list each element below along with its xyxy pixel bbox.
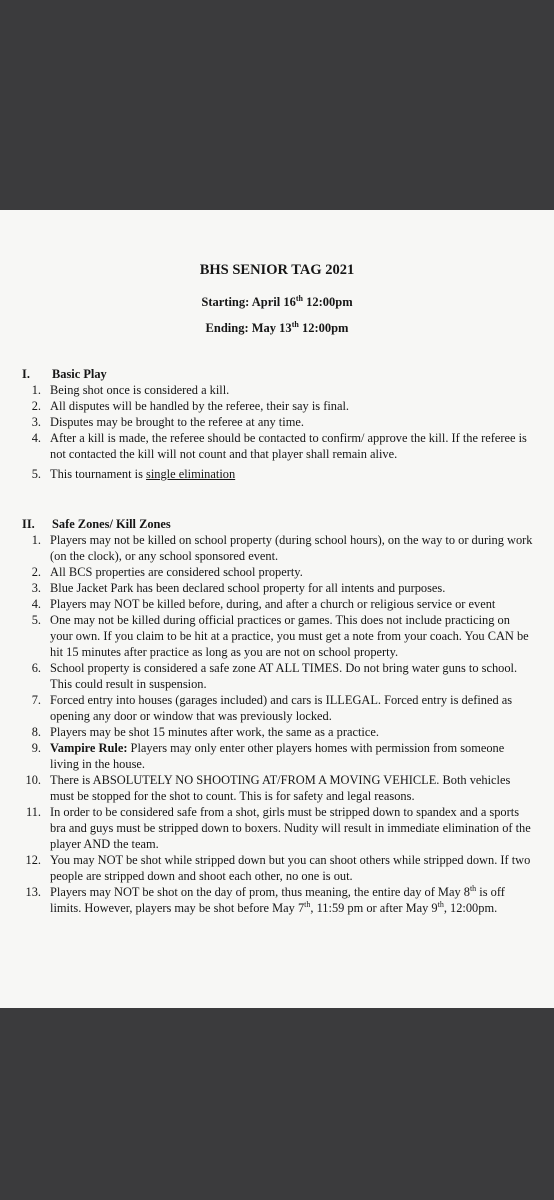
section-number: II. — [22, 517, 35, 531]
list-item — [0, 852, 554, 884]
list-item — [0, 564, 554, 580]
bottom-dark-bar — [0, 1008, 554, 1200]
starting-date: April 16 — [251, 295, 296, 309]
list-item — [0, 596, 554, 612]
ending-line — [0, 315, 554, 341]
list-item — [0, 430, 554, 462]
list-item — [0, 884, 554, 916]
item-text: You may NOT be shot while stripped down but you can shoot others while stripped down. If two people are stripped down and shoot each other, no one is out. — [50, 853, 531, 883]
section-safe-zones — [0, 516, 554, 916]
item-text: After a kill is made, the referee should be contacted to confirm/ approve the kill. If the referee is not contacted the kill will not count and that player shall remain alive. — [50, 431, 527, 461]
item-number: 6. — [31, 661, 41, 675]
item-number: 5. — [31, 467, 41, 481]
item-text-part: , 12:00pm. — [443, 901, 498, 915]
item-number: 9. — [31, 741, 41, 755]
item-text-part: Players may NOT be shot on the day of prom, thus meaning, the entire day of May 8 — [50, 885, 470, 899]
list-item — [0, 532, 554, 564]
starting-label: Starting: — [201, 295, 250, 309]
item-number: 4. — [31, 597, 41, 611]
item-number: 1. — [31, 383, 41, 397]
list-item — [0, 692, 554, 724]
item-number: 1. — [31, 533, 41, 547]
document-title: BHS SENIOR TAG 2021 — [199, 262, 355, 278]
item-text — [50, 466, 534, 482]
ending-date: May 13 — [251, 321, 292, 335]
section-title: Safe Zones/ Kill Zones — [52, 517, 171, 531]
ordinal-suffix: th — [304, 899, 311, 909]
item-number: 5. — [31, 613, 41, 627]
item-text: In order to be considered safe from a shot, girls must be stripped down to spandex and a sports bra and guys must be stripped down to boxers. Nudity will result in immediate elimination of the player AND the team. — [50, 805, 531, 851]
list-item — [0, 660, 554, 692]
item-text-lead: This tournament is — [50, 467, 147, 481]
item-number: 13. — [25, 885, 41, 899]
item-text: Being shot once is considered a kill. — [50, 383, 230, 397]
date-block — [0, 289, 554, 341]
item-number: 2. — [31, 565, 41, 579]
item-text: Players may not be killed on school property (during school hours), on the way to or during work (on the clock), or any school sponsored event. — [50, 533, 533, 563]
ordinal-suffix: th — [469, 883, 477, 893]
starting-line — [0, 289, 554, 315]
ordinal-suffix: th — [437, 899, 444, 909]
item-text-part: is off limits. However, players may be shot before May 7 — [50, 885, 505, 915]
item-number: 7. — [31, 693, 41, 707]
item-text: Players may be shot 15 minutes after work, the same as a practice. — [50, 725, 379, 739]
list-item — [0, 612, 554, 660]
list-item — [0, 772, 554, 804]
list-item — [0, 580, 554, 596]
item-number: 4. — [31, 431, 41, 445]
list-item — [0, 804, 554, 852]
section-heading — [0, 516, 554, 532]
rule-name: Vampire Rule: — [50, 741, 128, 755]
starting-time: 12:00pm — [306, 295, 353, 309]
item-text: Forced entry into houses (garages included) and cars is ILLEGAL. Forced entry is defined as opening any door or window that was previously locked. — [50, 693, 513, 723]
list-item — [0, 724, 554, 740]
item-text: One may not be killed during official practices or games. This does not include practicing on your own. If you claim to be hit at a practice, you must get a note from your coach. You CAN be hit 15 minutes after practice as long as you are not on school property. — [50, 613, 529, 659]
document-page — [0, 210, 554, 1008]
list-item — [0, 740, 554, 772]
item-number: 10. — [25, 773, 41, 787]
item-number: 12. — [25, 853, 41, 867]
item-text: Players may NOT be killed before, during, and after a church or religious service or event — [50, 597, 496, 611]
item-text: All disputes will be handled by the referee, their say is final. — [50, 399, 350, 413]
item-number: 3. — [31, 581, 41, 595]
item-text: School property is considered a safe zone AT ALL TIMES. Do not bring water guns to school. This could result in suspension. — [50, 661, 518, 691]
item-text: All BCS properties are considered school property. — [50, 565, 303, 579]
item-text: Disputes may be brought to the referee at any time. — [50, 415, 304, 429]
section-title: Basic Play — [52, 367, 107, 381]
ending-label: Ending: — [205, 321, 249, 335]
starting-date-suffix: th — [295, 293, 303, 303]
list-item — [0, 382, 554, 398]
item-number: 3. — [31, 415, 41, 429]
ending-time: 12:00pm — [301, 321, 349, 335]
ending-date-suffix: th — [291, 319, 299, 329]
item-text — [50, 884, 534, 916]
list-item — [0, 414, 554, 430]
item-number: 8. — [31, 725, 41, 739]
item-number: 11. — [25, 805, 41, 819]
item-text: Blue Jacket Park has been declared school property for all intents and purposes. — [50, 581, 446, 595]
item-text — [50, 740, 534, 772]
item-number: 2. — [31, 399, 41, 413]
list-item — [0, 466, 554, 482]
rule-text: Players may only enter other players homes with permission from someone living in the house. — [50, 741, 505, 771]
item-text-part: , 11:59 pm or after May 9 — [310, 901, 438, 915]
list-item — [0, 398, 554, 414]
underlined-term: single elimination — [146, 467, 236, 481]
section-heading — [0, 366, 554, 382]
section-number: I. — [22, 367, 30, 381]
section-basic-play — [0, 366, 554, 482]
item-text: There is ABSOLUTELY NO SHOOTING AT/FROM A MOVING VEHICLE. Both vehicles must be stopped for the shot to count. This is for safety and legal reasons. — [50, 773, 511, 803]
top-dark-bar — [0, 0, 554, 210]
